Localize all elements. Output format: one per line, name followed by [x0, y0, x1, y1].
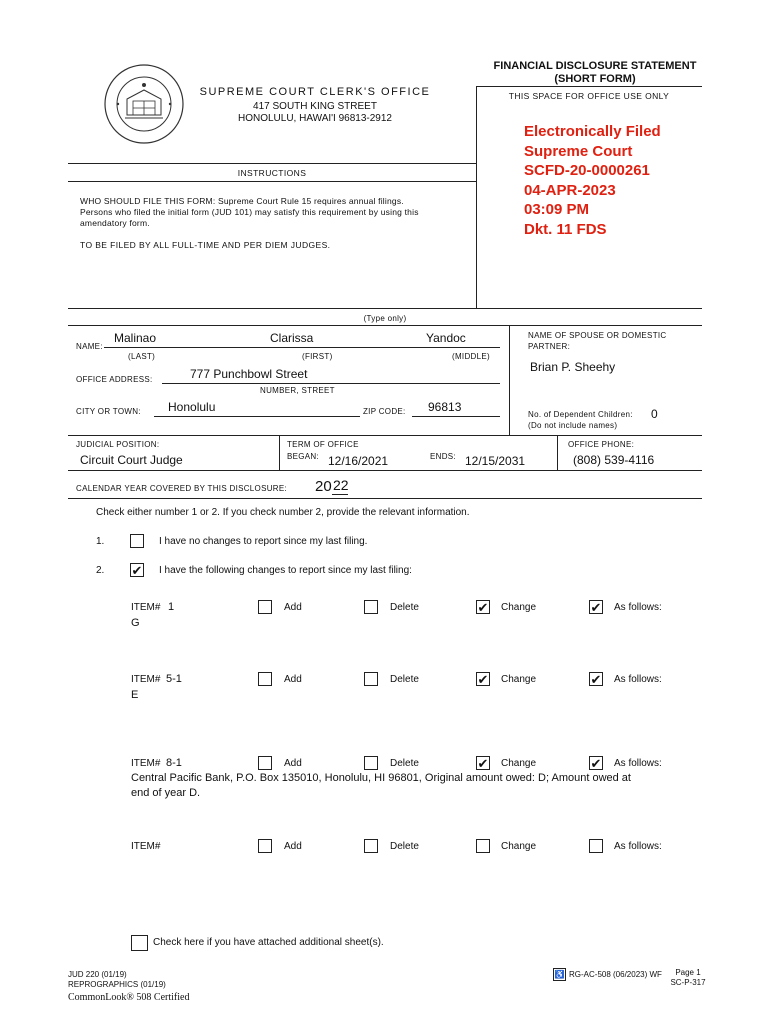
item-3-asfollows-checkbox[interactable]: ✔ — [590, 756, 602, 771]
footer-repro: REPROGRAPHICS (01/19) — [68, 980, 166, 989]
ends-label: ENDS: — [430, 452, 456, 461]
instructions-who-2: Persons who filed the initial form (JUD 101) may satisfy this requirement by using this — [80, 207, 419, 217]
item-1-asfollows-label: As follows: — [614, 602, 662, 613]
item-3-delete-label: Delete — [390, 758, 419, 769]
zip-value[interactable]: 96813 — [428, 400, 462, 414]
office-address-2: HONOLULU, HAWAI'I 96813-2912 — [237, 113, 392, 124]
item-1-add-checkbox[interactable] — [258, 600, 272, 614]
item-3-delete-checkbox[interactable] — [364, 756, 378, 770]
option-1-number: 1. — [96, 536, 105, 547]
office-use-label: THIS SPACE FOR OFFICE USE ONLY — [508, 91, 670, 101]
item-3-description-2[interactable]: end of year D. — [131, 787, 201, 799]
accessibility-icon: ♿ — [554, 970, 565, 979]
year-value[interactable]: 22 — [333, 477, 349, 493]
city-label: CITY OR TOWN: — [76, 407, 141, 416]
instructions-who-3: amendatory form. — [80, 218, 150, 228]
position-value[interactable]: Circuit Court Judge — [80, 453, 183, 467]
spouse-label-2: PARTNER: — [528, 342, 571, 351]
form-subtitle: (SHORT FORM) — [554, 73, 636, 85]
item-1-label: ITEM# — [131, 602, 161, 613]
efile-line-4: 04-APR-2023 — [524, 181, 616, 199]
item-4-change-label: Change — [501, 841, 537, 852]
item-2-add-label: Add — [284, 674, 302, 685]
additional-sheets-label: Check here if you have attached additional sheet(s). — [153, 937, 384, 948]
footer-rg: RG-AC-508 (06/2023) WF — [569, 970, 662, 979]
item-1-delete-checkbox[interactable] — [364, 600, 378, 614]
item-3-asfollows-label: As follows: — [614, 758, 662, 769]
efile-line-2: Supreme Court — [524, 142, 633, 160]
ends-value[interactable]: 12/15/2031 — [465, 454, 526, 468]
item-2-delete-checkbox[interactable] — [364, 672, 378, 686]
year-label: CALENDAR YEAR COVERED BY THIS DISCLOSURE: — [76, 484, 288, 493]
item-4-asfollows-checkbox[interactable] — [589, 839, 603, 853]
item-2-number[interactable]: 5-1 — [166, 673, 182, 685]
middle-name-value[interactable]: Yandoc — [426, 331, 466, 345]
instructions-who-1: WHO SHOULD FILE THIS FORM: Supreme Court Rule 15 requires annual filings. — [80, 196, 404, 206]
efile-stamp — [524, 122, 661, 239]
efile-line-1: Electronically Filed — [524, 123, 661, 140]
item-2-change-checkbox[interactable]: ✔ — [477, 672, 489, 687]
item-3-label: ITEM# — [131, 758, 161, 769]
term-label: TERM OF OFFICE — [287, 440, 359, 449]
options-instruction: Check either number 1 or 2. If you check number 2, provide the relevant information. — [96, 507, 470, 518]
instructions-heading: INSTRUCTIONS — [237, 168, 307, 178]
item-3-change-checkbox[interactable]: ✔ — [477, 756, 489, 771]
court-seal — [103, 63, 185, 145]
middle-label: (MIDDLE) — [452, 352, 490, 361]
item-2-asfollows-checkbox[interactable]: ✔ — [590, 672, 602, 687]
efile-line-5: 03:09 PM — [524, 201, 590, 218]
item-3-change-label: Change — [501, 758, 537, 769]
first-label: (FIRST) — [302, 352, 333, 361]
item-2-label: ITEM# — [131, 674, 161, 685]
item-4-add-checkbox[interactable] — [258, 839, 272, 853]
office-address-value[interactable]: 777 Punchbowl Street — [190, 367, 308, 381]
item-3-add-checkbox[interactable] — [258, 756, 272, 770]
last-label: (LAST) — [128, 352, 156, 361]
footer-page: Page 1 — [675, 968, 701, 977]
item-3-description-1[interactable]: Central Pacific Bank, P.O. Box 135010, Honolulu, HI 96801, Original amount owed: D; Amount owed at — [131, 772, 631, 784]
zip-label: ZIP CODE: — [363, 407, 406, 416]
last-name-value[interactable]: Malinao — [114, 331, 157, 345]
form-title: FINANCIAL DISCLOSURE STATEMENT — [493, 60, 697, 72]
began-value[interactable]: 12/16/2021 — [328, 454, 389, 468]
item-1-delete-label: Delete — [390, 602, 419, 613]
item-1-change-checkbox[interactable]: ✔ — [477, 600, 489, 615]
additional-sheets-checkbox[interactable] — [131, 935, 148, 951]
footer-scp: SC-P-317 — [670, 978, 706, 987]
phone-label: OFFICE PHONE: — [568, 440, 635, 449]
item-2-add-checkbox[interactable] — [258, 672, 272, 686]
option-2-checkbox[interactable]: ✔ — [131, 563, 143, 578]
option-2-number: 2. — [96, 565, 105, 576]
item-1-change-label: Change — [501, 602, 537, 613]
item-1-continuation: G — [131, 617, 140, 629]
item-2-asfollows-label: As follows: — [614, 674, 662, 685]
name-label: NAME: — [76, 342, 103, 351]
item-4-add-label: Add — [284, 841, 302, 852]
year-prefix: 20 — [315, 478, 332, 495]
item-4-label: ITEM# — [131, 841, 161, 852]
dependents-label: No. of Dependent Children: — [528, 410, 633, 419]
position-label: JUDICIAL POSITION: — [76, 440, 160, 449]
office-name: SUPREME COURT CLERK'S OFFICE — [199, 86, 431, 98]
option-1-checkbox[interactable] — [130, 534, 144, 548]
type-only-label: (Type only) — [363, 314, 407, 323]
item-4-change-checkbox[interactable] — [476, 839, 490, 853]
instructions-filed-by: TO BE FILED BY ALL FULL-TIME AND PER DIEM JUDGES. — [80, 240, 331, 250]
first-name-value[interactable]: Clarissa — [270, 331, 314, 345]
began-label: BEGAN: — [287, 452, 320, 461]
item-4-delete-checkbox[interactable] — [364, 839, 378, 853]
efile-line-6: Dkt. 11 FDS — [524, 220, 607, 238]
item-4-delete-label: Delete — [390, 841, 419, 852]
footer-jud: JUD 220 (01/19) — [68, 970, 127, 979]
dependents-value[interactable]: 0 — [651, 407, 658, 421]
phone-value[interactable]: (808) 539-4116 — [573, 453, 655, 467]
number-street-label: NUMBER, STREET — [260, 386, 335, 395]
office-address-label: OFFICE ADDRESS: — [76, 375, 153, 384]
footer-commonlook: CommonLook® 508 Certified — [68, 992, 190, 1003]
spouse-value[interactable]: Brian P. Sheehy — [530, 360, 616, 374]
item-1-number[interactable]: 1 — [168, 601, 175, 613]
option-1-text: I have no changes to report since my last filing. — [159, 536, 368, 547]
item-3-number[interactable]: 8-1 — [166, 757, 182, 769]
item-1-add-label: Add — [284, 602, 302, 613]
efile-line-3: SCFD-20-0000261 — [524, 162, 650, 179]
item-2-continuation: E — [131, 689, 139, 701]
item-3-add-label: Add — [284, 758, 302, 769]
office-address-1: 417 SOUTH KING STREET — [253, 101, 377, 112]
item-4-asfollows-label: As follows: — [614, 841, 662, 852]
item-2-delete-label: Delete — [390, 674, 419, 685]
option-2-text: I have the following changes to report since my last filing: — [159, 565, 412, 576]
spouse-label-1: NAME OF SPOUSE OR DOMESTIC — [528, 331, 667, 340]
item-1-asfollows-checkbox[interactable]: ✔ — [590, 600, 602, 615]
dependents-note: (Do not include names) — [528, 421, 618, 430]
city-value[interactable]: Honolulu — [168, 400, 216, 414]
item-2-change-label: Change — [501, 674, 537, 685]
